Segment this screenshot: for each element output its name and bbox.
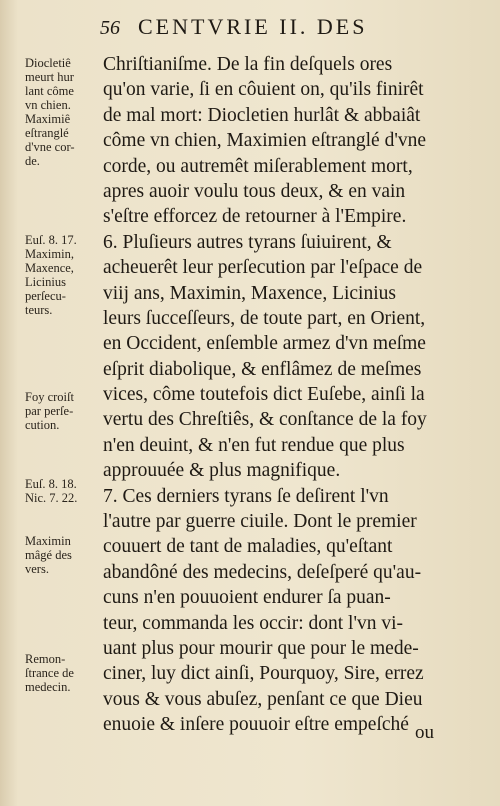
text-line: ciner, luy dict ainſi, Pourquoy, Sire, errez [103,663,424,685]
margin-line: d'vne cor- [25,140,75,154]
margin-line: vers. [25,562,49,576]
main-text-block [103,52,448,738]
text-line: leurs ſucceſſeurs, de toute part, en Orient, [103,307,426,329]
margin-line: Remon- [25,652,66,666]
margin-line: teurs. [25,303,53,317]
running-title: CENTVRIE II. DES [138,14,368,39]
text-line: de mal mort: Diocletien hurlât & abbaiât [103,104,421,126]
margin-line: Licinius [25,275,66,289]
text-line: vices, côme toutefois dict Euſebe, ainſi la [103,384,425,406]
text-line: abandôné des medecins, deſeſperé qu'au- [103,561,422,583]
text-line: vertu des Chreſtiês, & conſtance de la foy [103,409,427,431]
margin-note-remonstrance [25,652,101,694]
text-line: approuuée & plus magnifique. [103,460,341,482]
text-line: l'autre par guerre ciuile. Dont le premier [103,511,417,533]
margin-line: mâgé des [25,548,72,562]
text-line: enuoie & inſere pouuoir eſtre empeſché [103,714,409,736]
text-line: teur, commanda les occir: dont l'vn vi- [103,612,404,634]
margin-line: par perſe- [25,404,74,418]
page-number: 56 [100,17,120,39]
text-line: qu'on varie, ſi en côuient on, qu'ils finirêt [103,79,424,101]
text-line: en Occident, enſemble armez d'vn meſme [103,333,426,355]
text-line: eſprit diabolique, & enflâmez de meſmes [103,358,422,380]
margin-line: vn chien. [25,98,71,112]
margin-line: de. [25,154,40,168]
text-line: corde, ou autremêt miſerablement mort, [103,155,413,177]
margin-note-maximin [25,534,101,576]
text-line: acheuerêt leur perſecution par l'eſpace de [103,257,423,279]
text-line: 6. Pluſieurs autres tyrans ſuiuirent, & [103,231,392,253]
margin-line: Maximin [25,534,71,548]
catchword: ou [415,722,434,743]
margin-line: eſtranglé [25,126,69,140]
text-line: viij ans, Maximin, Maxence, Licinius [103,282,396,304]
margin-note-foy [25,390,101,432]
margin-line: Maximiê [25,112,71,126]
margin-line: ſtrance de [25,666,74,680]
text-line: Chriſtianiſme. De la fin deſquels ores [103,54,393,75]
text-line: vous & vous abuſez, penſant ce que Dieu [103,688,423,710]
margin-line: Foy croiſt [25,390,74,404]
page-header [100,14,460,48]
margin-line: Diocletiê [25,56,71,70]
text-line: s'eſtre efforcez de retourner à l'Empire. [103,206,407,228]
margin-note-diocletien [25,56,101,168]
text-line: 7. Ces derniers tyrans ſe deſirent l'vn [103,485,389,507]
text-line: uant plus pour mourir que pour le mede- [103,637,419,659]
margin-line: Maxence, [25,261,74,275]
text-line: couuert de tant de maladies, qu'eſtant [103,536,393,558]
margin-line: Euſ. 8. 18. [25,477,77,491]
margin-line: Nic. 7. 22. [25,491,78,505]
margin-line: perſecu- [25,289,66,303]
margin-line: meurt hur [25,70,74,84]
margin-line: medecin. [25,680,71,694]
margin-line: lant côme [25,84,74,98]
text-line: n'en deuint, & n'en fut rendue que plus [103,434,405,456]
margin-line: Euſ. 8. 17. [25,233,77,247]
margin-line: Maximin, [25,247,74,261]
text-line: côme vn chien, Maximien eſtranglé d'vne [103,130,426,152]
text-line: apres auoir voulu tous deux, & en vain [103,180,406,202]
margin-note-references [25,477,101,505]
margin-line: cution. [25,418,60,432]
text-line: cuns n'en pouuoient endurer ſa puan- [103,587,391,609]
margin-note-tyrans [25,233,101,317]
